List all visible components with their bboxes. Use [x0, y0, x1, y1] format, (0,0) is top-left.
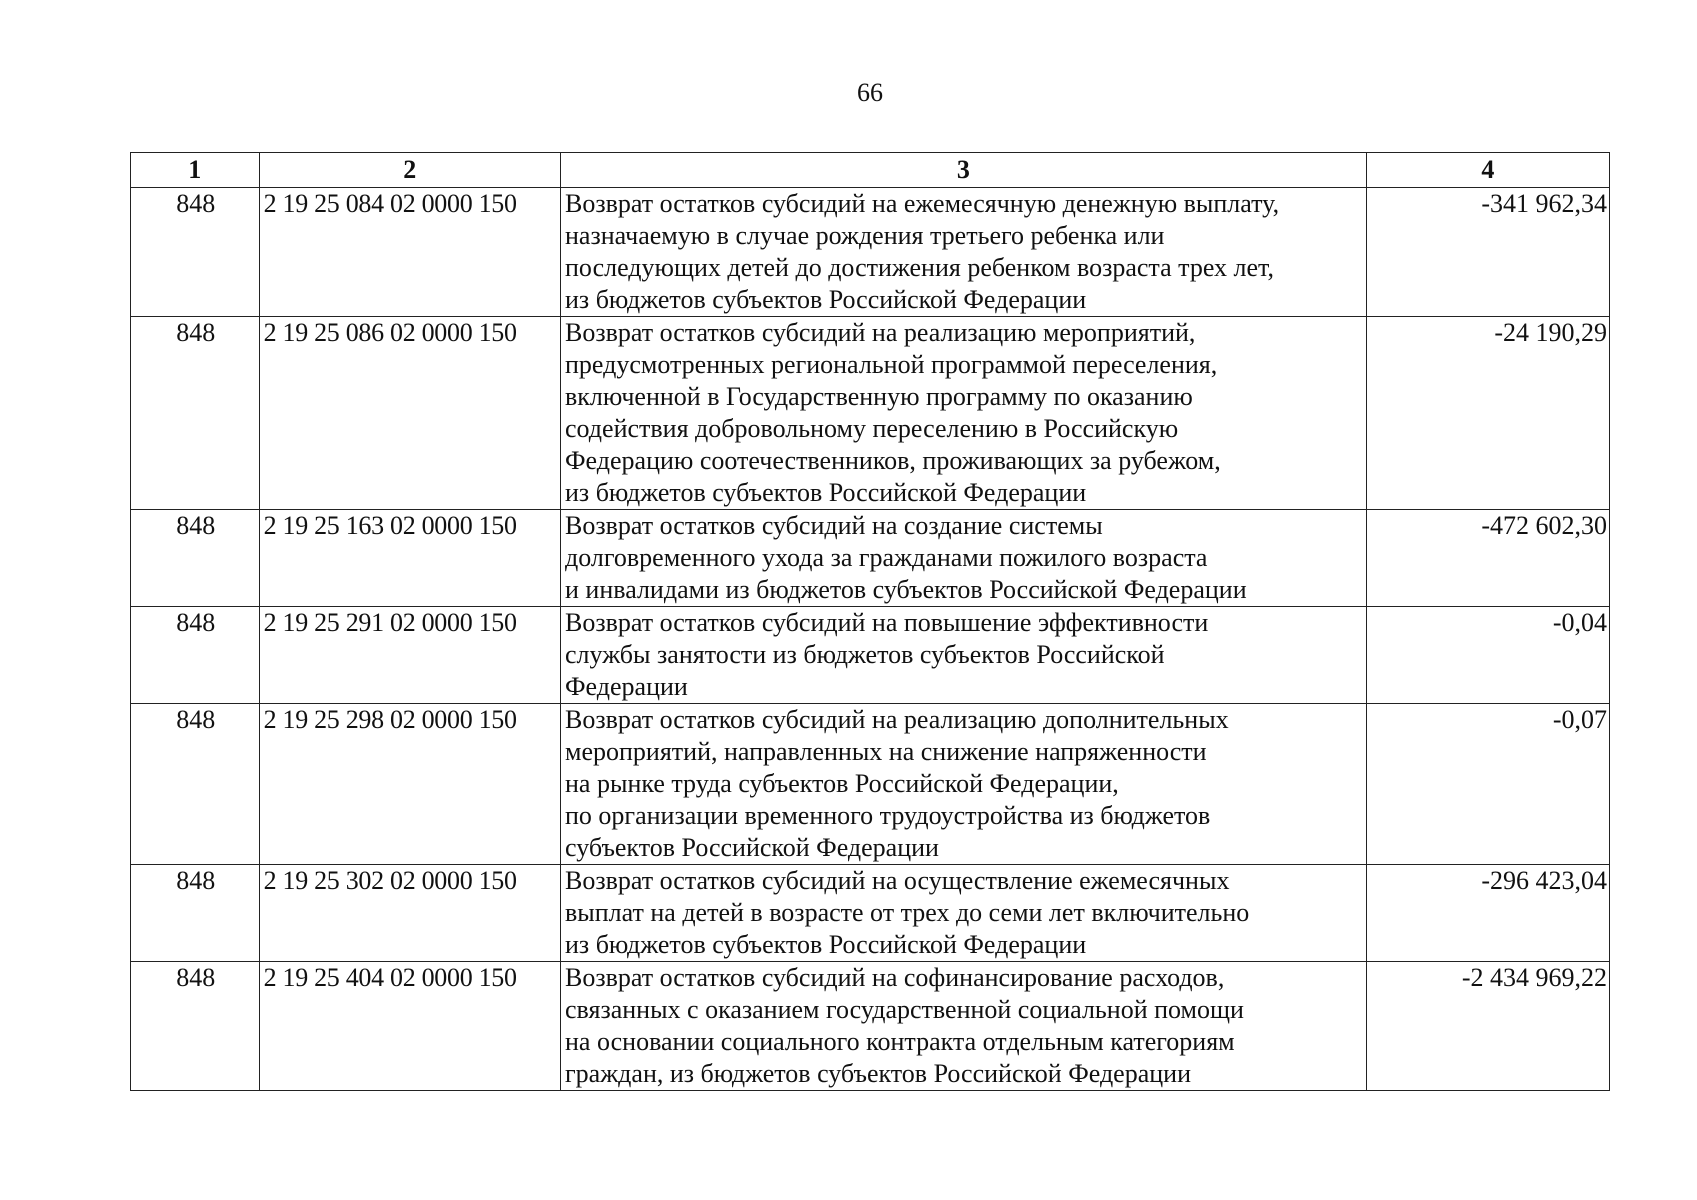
description-line: граждан, из бюджетов субъектов Российской Федерации: [565, 1059, 1191, 1088]
budget-table: [130, 152, 1610, 1091]
admin-code-cell: 848: [131, 188, 260, 317]
description-line: мероприятий, направленных на снижение напряженности: [565, 737, 1207, 766]
description-line: Возврат остатков субсидий на создание системы: [565, 511, 1103, 540]
admin-code-cell: 848: [131, 607, 260, 704]
description-line: назначаемую в случае рождения третьего ребенка или: [565, 221, 1165, 250]
table-row: [131, 704, 1610, 865]
admin-code-cell: 848: [131, 865, 260, 962]
column-header-1: 1: [131, 153, 260, 188]
amount-cell: -472 602,30: [1366, 510, 1609, 607]
budget-code-cell: 2 19 25 086 02 0000 150: [259, 317, 560, 510]
description-line: Возврат остатков субсидий на осуществление ежемесячных: [565, 866, 1230, 895]
description-line: по организации временного трудоустройства из бюджетов: [565, 801, 1211, 830]
description-line: из бюджетов субъектов Российской Федерации: [565, 478, 1087, 507]
description-line: Возврат остатков субсидий на повышение эффективности: [565, 608, 1209, 637]
page-number: 66: [857, 78, 883, 107]
description-line: Возврат остатков субсидий на софинансирование расходов,: [565, 963, 1225, 992]
description-line: службы занятости из бюджетов субъектов Российской: [565, 640, 1165, 669]
description-cell: [561, 607, 1367, 704]
description-line: предусмотренных региональной программой переселения,: [565, 350, 1218, 379]
description-line: из бюджетов субъектов Российской Федерации: [565, 285, 1087, 314]
description-cell: [561, 865, 1367, 962]
column-header-4: 4: [1366, 153, 1609, 188]
description-line: выплат на детей в возрасте от трех до семи лет включительно: [565, 898, 1250, 927]
description-line: Возврат остатков субсидий на реализацию дополнительных: [565, 705, 1229, 734]
description-line: связанных с оказанием государственной социальной помощи: [565, 995, 1244, 1024]
column-header-3: 3: [561, 153, 1367, 188]
table-row: [131, 188, 1610, 317]
description-line: включенной в Государственную программу по оказанию: [565, 382, 1193, 411]
amount-cell: -296 423,04: [1366, 865, 1609, 962]
description-line: из бюджетов субъектов Российской Федерации: [565, 930, 1087, 959]
table-row: [131, 962, 1610, 1091]
table-body: [131, 188, 1610, 1091]
description-cell: [561, 317, 1367, 510]
admin-code-cell: 848: [131, 962, 260, 1091]
amount-cell: -0,04: [1366, 607, 1609, 704]
amount-cell: -0,07: [1366, 704, 1609, 865]
admin-code-cell: 848: [131, 510, 260, 607]
description-line: Федерации: [565, 672, 688, 701]
table-header-row: [131, 153, 1610, 188]
description-line: последующих детей до достижения ребенком возраста трех лет,: [565, 253, 1274, 282]
description-line: долговременного ухода за гражданами пожилого возраста: [565, 543, 1208, 572]
table-row: [131, 317, 1610, 510]
amount-cell: -2 434 969,22: [1366, 962, 1609, 1091]
budget-code-cell: 2 19 25 163 02 0000 150: [259, 510, 560, 607]
budget-code-cell: 2 19 25 291 02 0000 150: [259, 607, 560, 704]
description-line: и инвалидами из бюджетов субъектов Российской Федерации: [565, 575, 1247, 604]
description-line: на основании социального контракта отдельным категориям: [565, 1027, 1235, 1056]
description-line: субъектов Российской Федерации: [565, 833, 939, 862]
description-line: Возврат остатков субсидий на ежемесячную денежную выплату,: [565, 189, 1280, 218]
description-cell: [561, 704, 1367, 865]
description-cell: [561, 510, 1367, 607]
budget-code-cell: 2 19 25 404 02 0000 150: [259, 962, 560, 1091]
description-cell: [561, 188, 1367, 317]
admin-code-cell: 848: [131, 317, 260, 510]
budget-code-cell: 2 19 25 298 02 0000 150: [259, 704, 560, 865]
amount-cell: -24 190,29: [1366, 317, 1609, 510]
amount-cell: -341 962,34: [1366, 188, 1609, 317]
admin-code-cell: 848: [131, 704, 260, 865]
description-line: содействия добровольному переселению в Российскую: [565, 414, 1179, 443]
budget-code-cell: 2 19 25 302 02 0000 150: [259, 865, 560, 962]
column-header-2: 2: [259, 153, 560, 188]
table-row: [131, 865, 1610, 962]
description-line: Возврат остатков субсидий на реализацию мероприятий,: [565, 318, 1196, 347]
table-row: [131, 607, 1610, 704]
budget-code-cell: 2 19 25 084 02 0000 150: [259, 188, 560, 317]
description-cell: [561, 962, 1367, 1091]
table-row: [131, 510, 1610, 607]
description-line: Федерацию соотечественников, проживающих за рубежом,: [565, 446, 1221, 475]
description-line: на рынке труда субъектов Российской Федерации,: [565, 769, 1119, 798]
